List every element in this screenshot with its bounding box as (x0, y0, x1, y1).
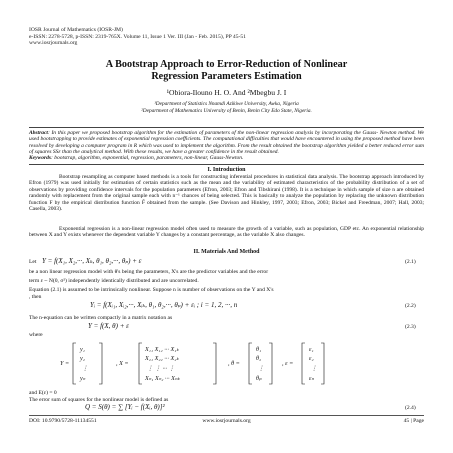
matrix-theta-entry: θₚ (256, 375, 262, 382)
matrix-theta-entry: θ₂ (256, 355, 262, 362)
title-line-2: Regression Parameters Estimation (151, 70, 302, 82)
matrix-x-row: X₂₁ X₂₂ ··· X₂ₖ (145, 355, 180, 362)
section-2-heading: II. Materials And Method (193, 249, 260, 255)
matrix-x-row: ⋮ ⋮ ··· ⋮ (147, 365, 175, 372)
affiliation-1: ¹Department of Statistics Nnamdi Azikiwe University, Awka, Nigeria (154, 101, 299, 107)
matrix-y-entry: y₂ (80, 355, 85, 362)
matrix-theta-label: , θ = (228, 360, 240, 367)
matrix-y-label: Y = (60, 360, 70, 367)
matrix-x-label: , X = (116, 360, 129, 367)
error-term-text: term ε ~ N(0, σ²) independently identically distributed and are uncorrelated. (29, 278, 199, 284)
page-footer (29, 415, 424, 424)
equation-2-2-number: (2.2) (405, 303, 416, 309)
equation-2-2: Yᵢ = f(Xᵢ₁, Xᵢ₂,···, Xᵢₖ, θ₁, θ₂,···, θₚ) + εᵢ ; i = 1, 2, ···, n (90, 301, 238, 309)
assumption-text: Equation (2.1) is assumed to be intrinsically nonlinear. Suppose n is number of observations on the Y and X's (29, 287, 274, 293)
journal-header (29, 27, 246, 47)
error-sum-text: The error sum of squares for the nonlinear model is defined as (29, 397, 169, 403)
matrix-x-row: Xₙ₁ Xₙ₂ ··· Xₙₖ (145, 375, 180, 382)
matrix-eps-entry: εₙ (309, 375, 314, 382)
journal-url[interactable]: www.iosrjournals.org (29, 40, 78, 47)
section-1-heading: I. Introduction (207, 167, 246, 173)
footer-site[interactable]: www.iosrjournals.org (202, 418, 251, 424)
then-text: , then (29, 294, 42, 300)
matrix-definitions (0, 339, 453, 389)
paper-title (0, 59, 453, 82)
abstract-label: Abstract (29, 130, 48, 136)
matrix-intro-text: The n-equation can be written compactly in a matrix notation as (29, 315, 173, 321)
affiliation-2: ²Department of Mathematics University of Benin, Benin City Edo State, Nigeria. (141, 108, 312, 114)
keywords-text: : bootstrap, algorithm, exponential, regression, parameters, non-linear, Gauss-Newton. (51, 155, 244, 162)
matrix-eps-entry: ε₁ (309, 346, 314, 353)
model-text: be a non linear regression model with θ's being the parameters, X's are the predictor variables and the error (29, 269, 269, 275)
matrix-theta-entry: ⋮ (258, 365, 265, 372)
title-line-1: A Bootstrap Approach to Error-Reduction of Nonlinear (105, 59, 348, 70)
intro-paragraph-1: Bootstrap resampling as computer based methods is a tools for constructing inferential procedures in statistical data analysis. The bootstrap approach introduced by Efron (1979) was used initially for estimation of certain statistics such as the mean and the variability of estimated characteristics of the probability distribution of a set of observations by providing confidence intervals for the population parameters (Efron, 2003; Efron and Tibshirani (1998). It is a technique in which sample of size n are obtained randomly with replacement from the original sample each with n⁻¹ chances of being selected. This is basically to analyze the population by replacing the unknown distribution function F by the empirical distribution function F̂ obtained from the sample. (See Davison and Hinkley, 1997, 2003; Efron, 2003; Bickel and Freedman, 2007; Hall, 2003; Casella, 2003). (29, 174, 424, 213)
equation-2-1: Y = f(X₁, X₂,···, Xₖ, θ₁, θ₂,···, θₚ) + ε (42, 257, 142, 265)
footer-page: 45 | Page (403, 418, 424, 424)
matrix-eps-entry: ⋮ (311, 365, 318, 372)
footer-doi: DOI: 10.9790/5728-11134551 (29, 418, 97, 424)
abstract-text: : In this paper we proposed bootstrap algorithm for the estimation of parameters of the non-linear regression analysis by incorporating the Gauss- Newton method. We used bootstrapping to provide estimates of exponential regression coefficients. The computational difficulties that would have encountered in using the proposed method have been resolved by developing a computer program in R which was used to implement the algorithm. From the result obtained the bootstrap algorithm yielded a better reduced error sum of squares SSε than the analytical method. With these results, we have a greater confidence in the result obtained. (29, 130, 424, 155)
keywords (29, 155, 424, 161)
journal-name: IOSR Journal of Mathematics (IOSR-JM) (29, 27, 123, 33)
intro-paragraph-2: Exponential regression is a non-linear regression model often used to measure the growth of a variable, such as population, GDP etc. An exponential relationship between X and Y exists whenever the dependent variable Y changes by a constant percentage, as the variable X also changes. (29, 226, 424, 239)
let-label: Let (29, 259, 37, 265)
matrix-y-entry: ⋮ (82, 365, 89, 372)
abstract (29, 130, 424, 155)
equation-2-3: Y = f(X, θ) + ε (88, 322, 129, 330)
journal-issn: e-ISSN: 2278-5728, p-ISSN: 2319-765X. Volume 11, Issue 1 Ver. III (Jan - Feb. 2015), PP 45-51 (29, 33, 246, 40)
where-label: where (29, 332, 43, 338)
matrix-eps-label: , ε = (282, 360, 294, 367)
matrix-eps-entry: ε₂ (309, 355, 314, 362)
matrix-x-row: X₁₁ X₁₂ ··· X₁ₖ (145, 346, 180, 353)
matrix-y-entry: y₁ (80, 346, 85, 353)
equation-2-4-number: (2.4) (405, 405, 416, 411)
matrix-theta-entry: θ₁ (256, 346, 262, 353)
equation-2-4: Q = S(θ) = ∑ [Yᵢ − f(Xᵢ, θ)]² (85, 403, 165, 411)
matrix-y-entry: yₙ (80, 375, 86, 382)
equation-2-1-number: (2.1) (405, 259, 416, 265)
expectation-text: and E(ε) = 0 (29, 390, 57, 396)
abstract-box (29, 127, 424, 165)
authors: ¹Obiora-Ilouno H. O. And ²Mbegbu J. I (166, 88, 287, 97)
equation-2-3-number: (2.3) (405, 324, 416, 330)
keywords-label: Keywords (29, 155, 51, 162)
